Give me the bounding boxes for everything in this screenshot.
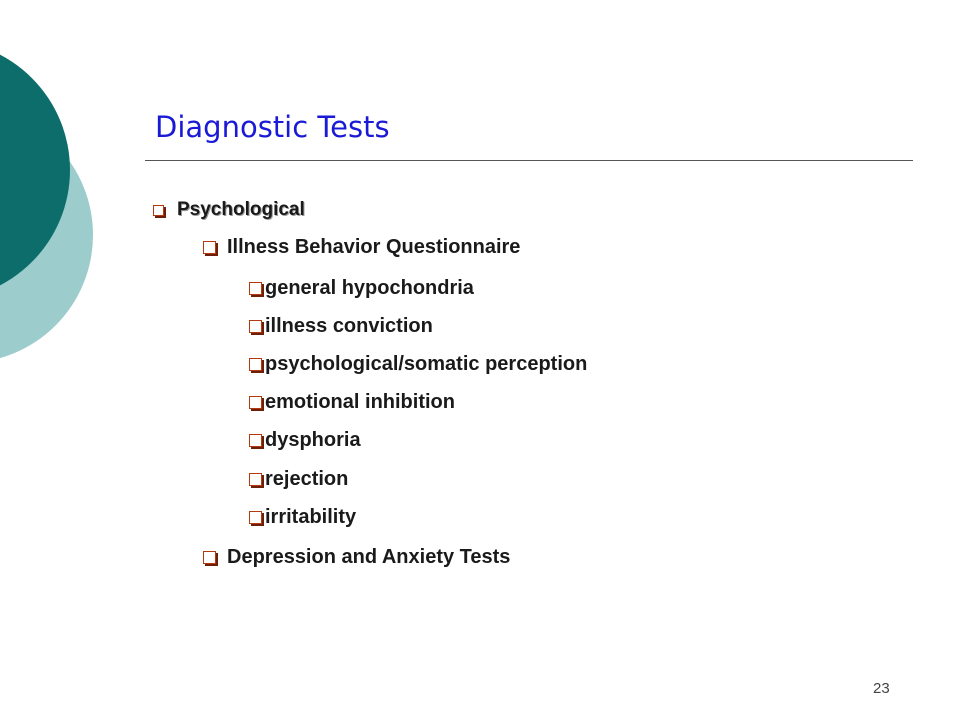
bullet-label: Depression and Anxiety Tests [227, 546, 511, 568]
checkbox-bullet-icon [249, 473, 262, 486]
bullet-label: illness conviction [265, 315, 433, 337]
bullet-psychological-somatic-perception [249, 353, 587, 376]
bullet-label: dysphoria [265, 429, 361, 451]
bullet-label: general hypochondria [265, 277, 474, 299]
page-number: 23 [873, 680, 890, 697]
checkbox-bullet-icon [249, 320, 262, 333]
bullet-depression-anxiety-tests [203, 546, 510, 569]
bullet-label: rejection [265, 468, 349, 490]
checkbox-bullet-icon [249, 511, 262, 524]
bullet-irritability [249, 506, 356, 529]
checkbox-bullet-icon [153, 205, 164, 216]
bullet-label: irritability [265, 506, 357, 528]
checkbox-bullet-icon [249, 282, 262, 295]
bullet-label: Illness Behavior Questionnaire [227, 236, 521, 258]
bullet-label: emotional inhibition [265, 391, 455, 413]
checkbox-bullet-icon [249, 396, 262, 409]
bullet-rejection [249, 468, 348, 491]
bullet-label: Psychological [177, 199, 305, 220]
bullet-psychological [153, 199, 305, 221]
checkbox-bullet-icon [249, 434, 262, 447]
bullet-dysphoria [249, 429, 361, 452]
bullet-label: psychological/somatic perception [265, 353, 588, 375]
slide-title: Diagnostic Tests [155, 110, 390, 144]
bullet-emotional-inhibition [249, 391, 455, 414]
decorative-circles [0, 0, 120, 400]
checkbox-bullet-icon [203, 551, 216, 564]
bullet-illness-conviction [249, 315, 433, 338]
title-divider [145, 160, 913, 161]
bullet-illness-behavior-questionnaire [203, 236, 520, 259]
bullet-general-hypochondria [249, 277, 474, 300]
checkbox-bullet-icon [249, 358, 262, 371]
checkbox-bullet-icon [203, 241, 216, 254]
